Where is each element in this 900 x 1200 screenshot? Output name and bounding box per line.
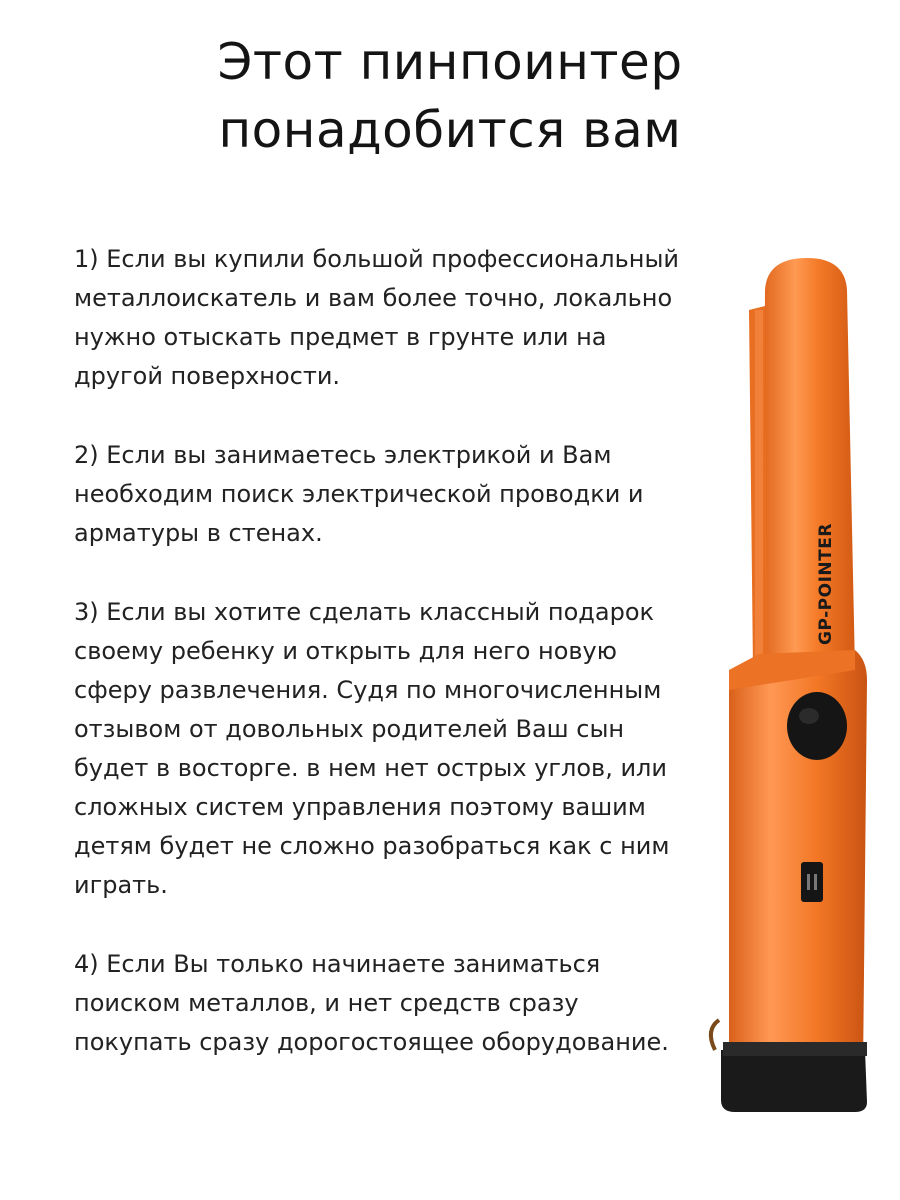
use-case-list [74, 240, 684, 1102]
base-cap [721, 1050, 867, 1112]
power-button-icon [787, 692, 847, 760]
title-line-2: понадобится вам [218, 101, 682, 159]
use-case-paragraph-1: 1) Если вы купили большой профессиональный металлоискатель и вам более точно, локально нужно отыскать предмет в грунте или на другой поверхности. [74, 245, 679, 390]
page-title [0, 28, 900, 164]
title-line-1: Этот пинпоинтер [217, 33, 683, 91]
speaker-grille-icon [801, 862, 823, 902]
pinpointer-product-image [695, 250, 895, 1130]
brand-label: GP-POINTER [816, 523, 836, 645]
lanyard-loop [711, 1020, 719, 1050]
use-case-paragraph-3: 3) Если вы хотите сделать классный подарок своему ребенку и открыть для него новую сферу развлечения. Судя по многочисленным отзывом от довольных родителей Ваш сын будет в восторге. в нем нет острых углов, или сложных систем управления поэтому вашим детям будет не сложно разобраться как с ним играть. [74, 598, 670, 899]
use-case-paragraph-4: 4) Если Вы только начинаете заниматься поиском металлов, и нет средств сразу покупать сразу дорогостоящее оборудование. [74, 950, 669, 1056]
pinpointer-illustration [695, 250, 895, 1130]
use-case-paragraph-2: 2) Если вы занимаетесь электрикой и Вам необходим поиск электрической проводки и арматуры в стенах. [74, 441, 644, 547]
probe-shaft [763, 258, 855, 670]
